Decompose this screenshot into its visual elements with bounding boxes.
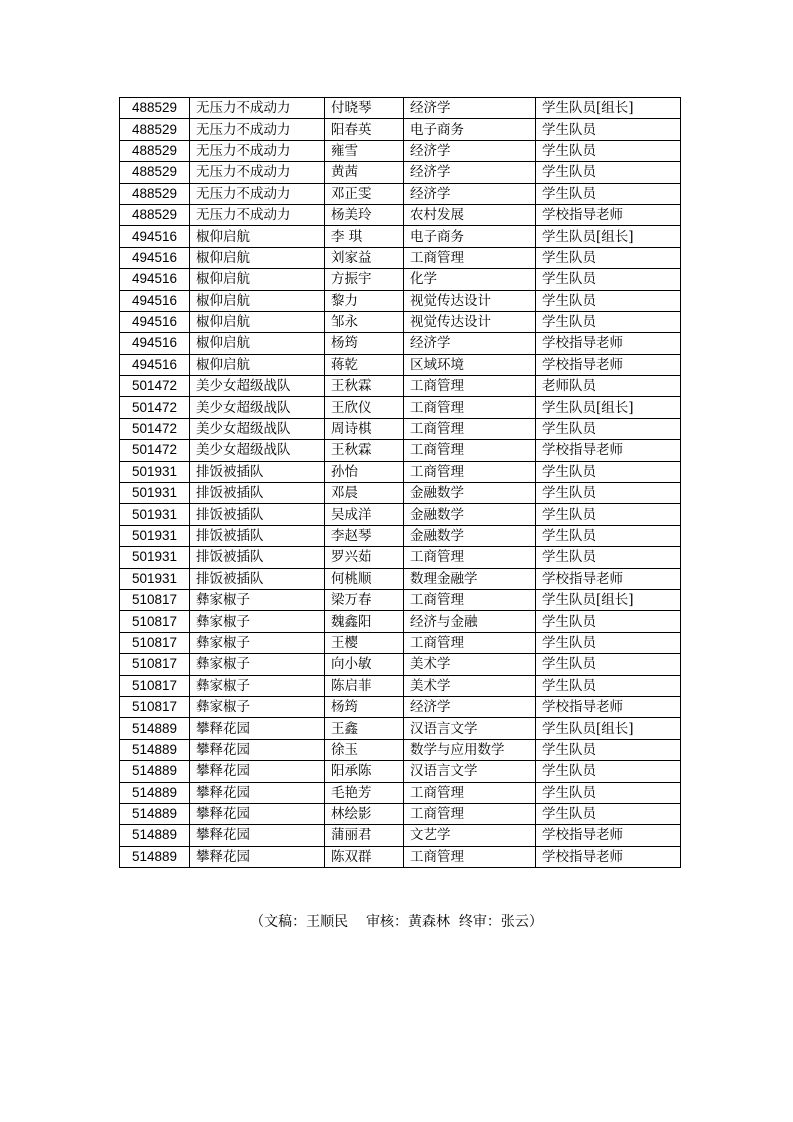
table-row	[120, 247, 681, 268]
role-cell: 学校指导老师	[536, 440, 681, 461]
table-row	[120, 162, 681, 183]
major-cell: 经济学	[404, 162, 536, 183]
major-cell: 工商管理	[404, 440, 536, 461]
major-cell: 工商管理	[404, 376, 536, 397]
roster-body	[120, 98, 681, 868]
role-cell: 学生队员	[536, 782, 681, 803]
table-row	[120, 825, 681, 846]
team-id-cell: 488529	[120, 162, 190, 183]
member-name-cell: 黄茜	[325, 162, 404, 183]
table-row	[120, 632, 681, 653]
member-name-cell: 杨筠	[325, 696, 404, 717]
member-name-cell: 杨筠	[325, 333, 404, 354]
team-id-cell: 501931	[120, 568, 190, 589]
major-cell: 经济学	[404, 183, 536, 204]
major-cell: 视觉传达设计	[404, 290, 536, 311]
major-cell: 农村发展	[404, 204, 536, 225]
role-cell: 学校指导老师	[536, 333, 681, 354]
team-id-cell: 488529	[120, 204, 190, 225]
major-cell: 化学	[404, 269, 536, 290]
role-cell: 学生队员	[536, 739, 681, 760]
table-row	[120, 761, 681, 782]
team-id-cell: 494516	[120, 354, 190, 375]
member-name-cell: 王樱	[325, 632, 404, 653]
member-name-cell: 徐玉	[325, 739, 404, 760]
team-id-cell: 514889	[120, 718, 190, 739]
member-name-cell: 陈启菲	[325, 675, 404, 696]
member-name-cell: 陈双群	[325, 846, 404, 867]
member-name-cell: 孙怡	[325, 461, 404, 482]
role-cell: 学生队员	[536, 632, 681, 653]
major-cell: 电子商务	[404, 226, 536, 247]
team-id-cell: 494516	[120, 226, 190, 247]
team-id-cell: 501931	[120, 504, 190, 525]
table-row	[120, 376, 681, 397]
major-cell: 工商管理	[404, 547, 536, 568]
table-row	[120, 803, 681, 824]
team-id-cell: 514889	[120, 761, 190, 782]
table-row	[120, 483, 681, 504]
major-cell: 金融数学	[404, 504, 536, 525]
team-id-cell: 501472	[120, 397, 190, 418]
role-cell: 学生队员	[536, 483, 681, 504]
major-cell: 区域环境	[404, 354, 536, 375]
member-name-cell: 向小敏	[325, 654, 404, 675]
team-name-cell: 椒仰启航	[190, 354, 325, 375]
team-name-cell: 美少女超级战队	[190, 376, 325, 397]
major-cell: 汉语言文学	[404, 718, 536, 739]
role-cell: 学生队员	[536, 547, 681, 568]
team-name-cell: 攀释花园	[190, 718, 325, 739]
member-name-cell: 阳春英	[325, 119, 404, 140]
table-row	[120, 354, 681, 375]
team-id-cell: 488529	[120, 140, 190, 161]
role-cell: 学生队员	[536, 290, 681, 311]
team-name-cell: 攀释花园	[190, 803, 325, 824]
member-name-cell: 方振宇	[325, 269, 404, 290]
team-name-cell: 排饭被插队	[190, 568, 325, 589]
major-cell: 数理金融学	[404, 568, 536, 589]
team-id-cell: 501931	[120, 547, 190, 568]
major-cell: 文艺学	[404, 825, 536, 846]
major-cell: 美术学	[404, 675, 536, 696]
team-id-cell: 488529	[120, 119, 190, 140]
team-id-cell: 494516	[120, 247, 190, 268]
team-name-cell: 排饭被插队	[190, 547, 325, 568]
team-id-cell: 514889	[120, 825, 190, 846]
team-id-cell: 510817	[120, 654, 190, 675]
table-row	[120, 290, 681, 311]
team-name-cell: 攀释花园	[190, 825, 325, 846]
major-cell: 工商管理	[404, 247, 536, 268]
table-row	[120, 311, 681, 332]
major-cell: 经济学	[404, 98, 536, 119]
member-name-cell: 魏鑫阳	[325, 611, 404, 632]
team-name-cell: 椒仰启航	[190, 226, 325, 247]
team-name-cell: 攀释花园	[190, 846, 325, 867]
major-cell: 金融数学	[404, 525, 536, 546]
major-cell: 工商管理	[404, 418, 536, 439]
team-id-cell: 514889	[120, 739, 190, 760]
role-cell: 学生队员	[536, 269, 681, 290]
team-id-cell: 494516	[120, 311, 190, 332]
member-name-cell: 蒲丽君	[325, 825, 404, 846]
member-name-cell: 蒋乾	[325, 354, 404, 375]
team-name-cell: 椒仰启航	[190, 333, 325, 354]
role-cell: 学生队员	[536, 525, 681, 546]
member-name-cell: 罗兴茹	[325, 547, 404, 568]
team-name-cell: 无压力不成动力	[190, 119, 325, 140]
role-cell: 学生队员	[536, 247, 681, 268]
team-name-cell: 彝家椒子	[190, 654, 325, 675]
major-cell: 工商管理	[404, 782, 536, 803]
role-cell: 学生队员	[536, 675, 681, 696]
team-name-cell: 无压力不成动力	[190, 98, 325, 119]
table-row	[120, 226, 681, 247]
team-name-cell: 攀释花园	[190, 782, 325, 803]
member-name-cell: 何桃顺	[325, 568, 404, 589]
team-name-cell: 椒仰启航	[190, 290, 325, 311]
team-name-cell: 彝家椒子	[190, 589, 325, 610]
member-name-cell: 毛艳芳	[325, 782, 404, 803]
table-row	[120, 183, 681, 204]
role-cell: 学生队员	[536, 611, 681, 632]
team-name-cell: 美少女超级战队	[190, 397, 325, 418]
role-cell: 学生队员	[536, 761, 681, 782]
member-name-cell: 王秋霖	[325, 440, 404, 461]
team-id-cell: 501472	[120, 376, 190, 397]
major-cell: 经济与金融	[404, 611, 536, 632]
member-name-cell: 李赵琴	[325, 525, 404, 546]
team-name-cell: 排饭被插队	[190, 461, 325, 482]
major-cell: 金融数学	[404, 483, 536, 504]
major-cell: 工商管理	[404, 803, 536, 824]
major-cell: 数学与应用数学	[404, 739, 536, 760]
table-row	[120, 846, 681, 867]
team-roster-table	[119, 97, 681, 868]
role-cell: 学生队员	[536, 418, 681, 439]
table-row	[120, 461, 681, 482]
team-id-cell: 501472	[120, 440, 190, 461]
table-row	[120, 654, 681, 675]
team-name-cell: 攀释花园	[190, 739, 325, 760]
table-row	[120, 568, 681, 589]
team-id-cell: 510817	[120, 589, 190, 610]
member-name-cell: 付晓琴	[325, 98, 404, 119]
team-id-cell: 494516	[120, 290, 190, 311]
role-cell: 学生队员	[536, 162, 681, 183]
team-name-cell: 攀释花园	[190, 761, 325, 782]
major-cell: 电子商务	[404, 119, 536, 140]
table-row	[120, 589, 681, 610]
role-cell: 学校指导老师	[536, 568, 681, 589]
team-id-cell: 510817	[120, 611, 190, 632]
table-row	[120, 98, 681, 119]
team-id-cell: 488529	[120, 98, 190, 119]
credits-footer: （文稿：王顺民 审核：黄森林 终审：张云）	[250, 914, 543, 930]
team-name-cell: 排饭被插队	[190, 504, 325, 525]
member-name-cell: 刘家益	[325, 247, 404, 268]
role-cell: 学生队员	[536, 803, 681, 824]
team-id-cell: 501472	[120, 418, 190, 439]
team-name-cell: 无压力不成动力	[190, 162, 325, 183]
table-row	[120, 547, 681, 568]
team-name-cell: 彝家椒子	[190, 611, 325, 632]
team-name-cell: 无压力不成动力	[190, 183, 325, 204]
team-name-cell: 无压力不成动力	[190, 140, 325, 161]
role-cell: 学生队员	[536, 140, 681, 161]
table-row	[120, 440, 681, 461]
team-id-cell: 510817	[120, 696, 190, 717]
member-name-cell: 周诗棋	[325, 418, 404, 439]
major-cell: 经济学	[404, 140, 536, 161]
team-name-cell: 美少女超级战队	[190, 440, 325, 461]
member-name-cell: 李 琪	[325, 226, 404, 247]
table-row	[120, 525, 681, 546]
major-cell: 视觉传达设计	[404, 311, 536, 332]
role-cell: 学生队员	[536, 654, 681, 675]
role-cell: 学校指导老师	[536, 825, 681, 846]
role-cell: 学生队员[组长]	[536, 589, 681, 610]
role-cell: 学校指导老师	[536, 696, 681, 717]
member-name-cell: 王鑫	[325, 718, 404, 739]
member-name-cell: 阳承陈	[325, 761, 404, 782]
role-cell: 老师队员	[536, 376, 681, 397]
role-cell: 学生队员[组长]	[536, 226, 681, 247]
role-cell: 学生队员	[536, 461, 681, 482]
member-name-cell: 杨美玲	[325, 204, 404, 225]
role-cell: 学校指导老师	[536, 846, 681, 867]
role-cell: 学生队员[组长]	[536, 98, 681, 119]
table-row	[120, 675, 681, 696]
member-name-cell: 邓晨	[325, 483, 404, 504]
table-row	[120, 782, 681, 803]
team-id-cell: 514889	[120, 782, 190, 803]
table-row	[120, 269, 681, 290]
table-row	[120, 611, 681, 632]
table-row	[120, 397, 681, 418]
team-name-cell: 椒仰启航	[190, 311, 325, 332]
team-id-cell: 488529	[120, 183, 190, 204]
member-name-cell: 王秋霖	[325, 376, 404, 397]
table-row	[120, 696, 681, 717]
team-name-cell: 椒仰启航	[190, 269, 325, 290]
table-row	[120, 739, 681, 760]
role-cell: 学生队员	[536, 311, 681, 332]
team-name-cell: 无压力不成动力	[190, 204, 325, 225]
team-id-cell: 514889	[120, 803, 190, 824]
major-cell: 工商管理	[404, 846, 536, 867]
role-cell: 学生队员	[536, 183, 681, 204]
team-id-cell: 514889	[120, 846, 190, 867]
major-cell: 工商管理	[404, 632, 536, 653]
major-cell: 经济学	[404, 696, 536, 717]
major-cell: 汉语言文学	[404, 761, 536, 782]
table-row	[120, 504, 681, 525]
member-name-cell: 黎力	[325, 290, 404, 311]
member-name-cell: 梁万春	[325, 589, 404, 610]
table-row	[120, 140, 681, 161]
member-name-cell: 邓正雯	[325, 183, 404, 204]
team-name-cell: 彝家椒子	[190, 675, 325, 696]
team-id-cell: 501931	[120, 525, 190, 546]
role-cell: 学校指导老师	[536, 354, 681, 375]
team-name-cell: 美少女超级战队	[190, 418, 325, 439]
major-cell: 美术学	[404, 654, 536, 675]
member-name-cell: 雍雪	[325, 140, 404, 161]
team-name-cell: 排饭被插队	[190, 525, 325, 546]
table-row	[120, 418, 681, 439]
member-name-cell: 王欣仪	[325, 397, 404, 418]
table-row	[120, 204, 681, 225]
team-id-cell: 494516	[120, 333, 190, 354]
major-cell: 工商管理	[404, 461, 536, 482]
role-cell: 学生队员[组长]	[536, 397, 681, 418]
table-row	[120, 333, 681, 354]
role-cell: 学生队员	[536, 504, 681, 525]
role-cell: 学生队员[组长]	[536, 718, 681, 739]
team-name-cell: 排饭被插队	[190, 483, 325, 504]
team-name-cell: 彝家椒子	[190, 696, 325, 717]
team-id-cell: 510817	[120, 632, 190, 653]
major-cell: 工商管理	[404, 589, 536, 610]
table-row	[120, 718, 681, 739]
team-id-cell: 494516	[120, 269, 190, 290]
member-name-cell: 吴成洋	[325, 504, 404, 525]
role-cell: 学校指导老师	[536, 204, 681, 225]
team-id-cell: 510817	[120, 675, 190, 696]
member-name-cell: 邹永	[325, 311, 404, 332]
table-row	[120, 119, 681, 140]
role-cell: 学生队员	[536, 119, 681, 140]
team-id-cell: 501931	[120, 461, 190, 482]
major-cell: 工商管理	[404, 397, 536, 418]
team-id-cell: 501931	[120, 483, 190, 504]
team-name-cell: 彝家椒子	[190, 632, 325, 653]
team-name-cell: 椒仰启航	[190, 247, 325, 268]
member-name-cell: 林绘影	[325, 803, 404, 824]
major-cell: 经济学	[404, 333, 536, 354]
